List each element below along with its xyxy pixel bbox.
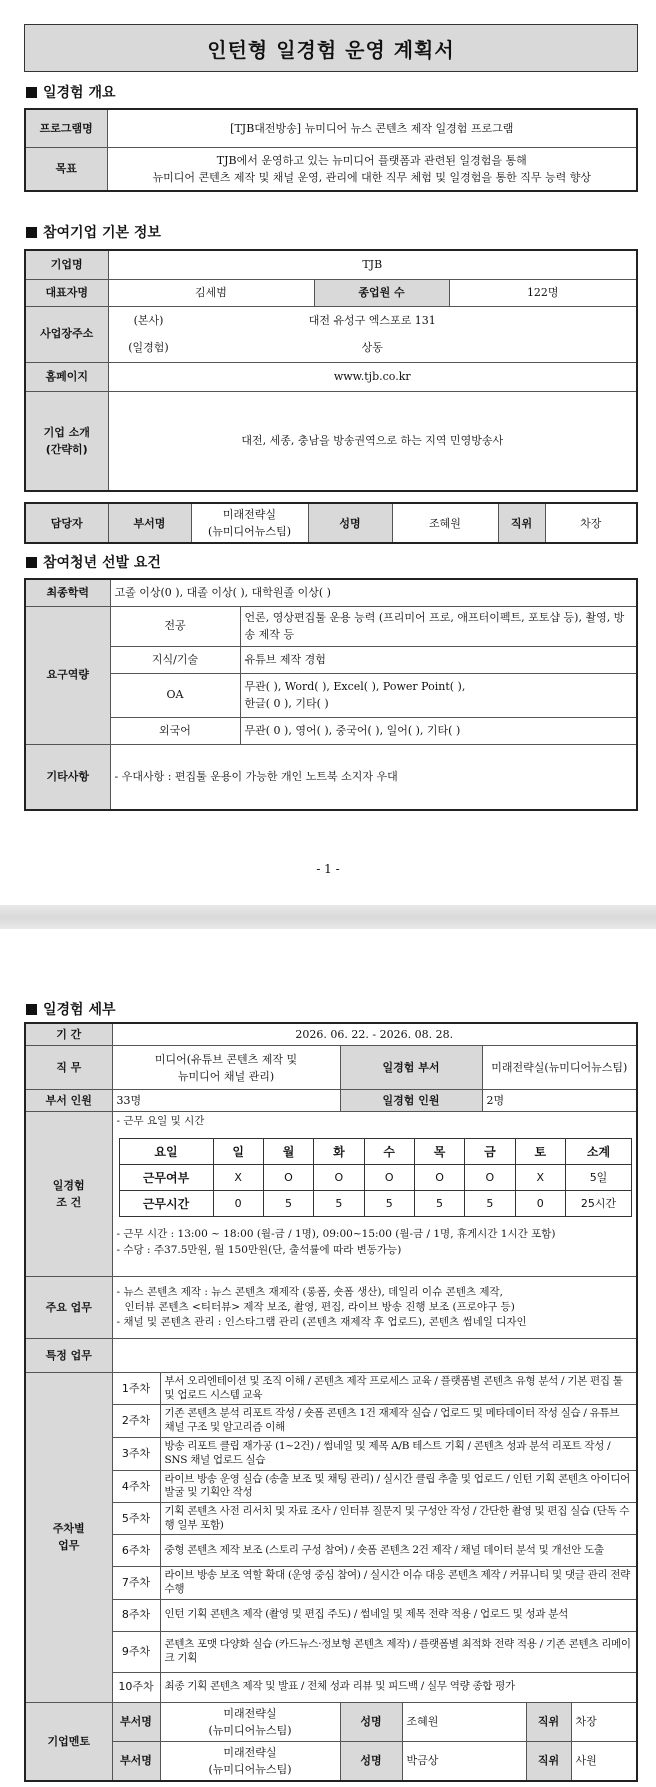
schedule-cell: X <box>213 1165 263 1191</box>
schedule-cell: 25시간 <box>566 1191 632 1217</box>
weekly-label-line: 업무 <box>58 1539 80 1553</box>
week-label: 6주차 <box>112 1535 160 1567</box>
schedule-table <box>119 1138 633 1217</box>
company-name-value: TJB <box>108 250 637 279</box>
week-label: 9주차 <box>112 1631 160 1672</box>
week-row <box>25 1672 637 1702</box>
requirements-table <box>24 578 638 811</box>
week-row <box>25 1470 637 1502</box>
conditions-note: - 수당 : 주37.5만원, 월 150만원(단, 출석률에 따라 변동가능) <box>116 1243 402 1256</box>
week-label: 10주차 <box>112 1672 160 1702</box>
week-task: 방송 리포트 클립 재가공 (1~2건) / 썸네일 및 제목 A/B 테스트 기획 / 콘텐츠 성과 분석 리포트 작성 / SNS 채널 업로드 실습 <box>160 1437 637 1470</box>
conditions-label <box>25 1112 112 1277</box>
mentor-dept-line: 미래전략실 <box>223 1745 277 1759</box>
mentor-dept-label: 부서명 <box>112 1702 160 1741</box>
duty-line: 뉴미디어 채널 관리) <box>177 1069 275 1083</box>
week-label: 5주차 <box>112 1502 160 1534</box>
section-heading-company <box>26 222 161 242</box>
contact-position-value: 차장 <box>545 503 637 543</box>
mentor-position-value: 차장 <box>571 1702 637 1741</box>
duty-label: 직 무 <box>25 1046 112 1090</box>
special-tasks-label: 특정 업무 <box>25 1339 112 1373</box>
schedule-cell: 5 <box>465 1191 515 1217</box>
competency-label: 요구역량 <box>25 606 110 744</box>
page-number: - 1 - <box>316 862 340 876</box>
main-task-line: - 뉴스 콘텐츠 제작 : 뉴스 콘텐츠 재제작 (롱폼, 숏폼 생산), 데일리 이슈 콘텐츠 제작, <box>116 1285 503 1298</box>
schedule-cell: 5 <box>364 1191 414 1217</box>
ceo-value: 김세범 <box>108 279 314 306</box>
week-task: 라이브 방송 보조 역할 확대 (운영 중심 참여) / 실시간 이슈 대응 콘텐츠 제작 / 커뮤니티 및 댓글 관리 전략 수행 <box>160 1567 637 1599</box>
intro-label <box>25 391 108 491</box>
schedule-row-workdays <box>119 1165 632 1191</box>
work-dept-label: 일경험 부서 <box>340 1046 482 1090</box>
week-label: 4주차 <box>112 1470 160 1502</box>
schedule-cell: 5 <box>414 1191 464 1217</box>
ceo-label: 대표자명 <box>25 279 108 306</box>
employees-value: 122명 <box>449 279 637 306</box>
period-value: 2026. 06. 22. - 2026. 08. 28. <box>112 1023 637 1046</box>
week-row <box>25 1535 637 1567</box>
section-heading-requirements <box>26 552 161 572</box>
main-tasks-label: 주요 업무 <box>25 1277 112 1339</box>
main-task-line: 인터뷰 콘텐츠 <티터뷰> 제작 보조, 촬영, 편집, 라이브 방송 진행 보조 (프로야구 등) <box>124 1300 515 1313</box>
mentor-label: 기업멘토 <box>25 1702 112 1781</box>
week-row <box>25 1599 637 1631</box>
mentor-row <box>25 1741 637 1781</box>
schedule-header-cell: 목 <box>414 1139 464 1165</box>
schedule-header-cell: 소계 <box>566 1139 632 1165</box>
homepage-label: 홈페이지 <box>25 362 108 391</box>
goal-line: 뉴미디어 콘텐츠 제작 및 채널 운영, 관리에 대한 직무 체험 및 일경험을 통한 직무 능력 향상 <box>152 170 591 184</box>
overview-table <box>24 108 638 192</box>
mentor-dept-line: (뉴미디어뉴스팀) <box>208 1723 292 1737</box>
schedule-cell: O <box>414 1165 464 1191</box>
schedule-cell: O <box>465 1165 515 1191</box>
main-task-line: - 채널 및 콘텐츠 관리 : 인스타그램 관리 (콘텐츠 재제작 후 업로드), 콘텐츠 썸네일 디자인 <box>116 1316 527 1329</box>
interns-value: 2명 <box>482 1090 637 1112</box>
employees-label: 종업원 수 <box>314 279 449 306</box>
schedule-cell: 0 <box>515 1191 565 1217</box>
mentor-position-label: 직위 <box>526 1741 571 1781</box>
oa-line: 무관( ), Word( ), Excel( ), Power Point( ), <box>244 679 466 693</box>
goal-label: 목표 <box>25 147 107 191</box>
contact-name-label: 성명 <box>308 503 392 543</box>
document-title: 인턴형 일경험 운영 계획서 <box>24 24 638 72</box>
major-label: 전공 <box>110 606 240 646</box>
week-row <box>25 1502 637 1534</box>
intro-label-line: 기업 소개 <box>43 425 90 439</box>
section-title: 참여청년 선발 요건 <box>43 555 161 571</box>
conditions-label-line: 일경험 <box>52 1179 85 1193</box>
oa-value <box>240 673 637 717</box>
week-row <box>25 1373 637 1405</box>
schedule-header-cell: 화 <box>314 1139 364 1165</box>
week-task: 중형 콘텐츠 제작 보조 (스토리 구성 참여) / 숏폼 콘텐츠 2건 제작 / 채널 데이터 분석 및 개선안 도출 <box>160 1535 637 1567</box>
week-task: 라이브 방송 운영 실습 (송출 보조 및 채팅 관리) / 실시간 클립 추출 및 업로드 / 인턴 기획 콘텐츠 아이디어 발굴 및 기획안 작성 <box>160 1470 637 1502</box>
conditions-intro: - 근무 요일 및 시간 <box>116 1115 205 1128</box>
square-bullet-icon <box>26 87 37 98</box>
conditions-value <box>112 1112 637 1277</box>
week-row <box>25 1567 637 1599</box>
language-label: 외국어 <box>110 717 240 744</box>
week-task: 기존 콘텐츠 분석 리포트 작성 / 숏폼 콘텐츠 1건 재제작 실습 / 업로드 및 메타데이터 작성 실습 / 유튜브 채널 구조 및 알고리즘 이해 <box>160 1405 637 1437</box>
week-label: 1주차 <box>112 1373 160 1405</box>
conditions-note: - 근무 시간 : 13:00 ~ 18:00 (월-금 / 1명), 09:00~15:00 (월-금 / 1명, 휴게시간 1시간 포함) <box>116 1228 556 1241</box>
week-task: 콘텐츠 포맷 다양화 실습 (카드뉴스·정보형 콘텐츠 제작) / 플랫폼별 최적화 전략 적용 / 기존 콘텐츠 리메이크 기획 <box>160 1631 637 1672</box>
dept-line: 미래전략실 <box>222 508 277 521</box>
mentor-dept-line: (뉴미디어뉴스팀) <box>208 1762 292 1776</box>
staff-value: 33명 <box>112 1090 340 1112</box>
contact-label: 담당자 <box>25 503 108 543</box>
square-bullet-icon <box>26 1004 37 1015</box>
week-label: 3주차 <box>112 1437 160 1470</box>
mentor-row <box>25 1702 637 1741</box>
education-value: 고졸 이상(0 ), 대졸 이상( ), 대학원졸 이상( ) <box>110 579 637 606</box>
schedule-header-cell: 요일 <box>119 1139 213 1165</box>
page-2 <box>0 929 656 1787</box>
contact-position-label: 직위 <box>498 503 545 543</box>
week-task: 부서 오리엔테이션 및 조직 이해 / 콘텐츠 제작 프로세스 교육 / 플랫폼별 콘텐츠 유형 분석 / 기본 편집 툴 및 업로드 시스템 교육 <box>160 1373 637 1405</box>
schedule-header-cell: 토 <box>515 1139 565 1165</box>
schedule-cell: 0 <box>213 1191 263 1217</box>
contact-dept-value <box>191 503 308 543</box>
schedule-row-hours <box>119 1191 632 1217</box>
intro-label-line: (간략히) <box>45 442 88 456</box>
mentors <box>25 1702 637 1781</box>
hq-address: 대전 유성구 엑스포로 131 <box>308 313 436 327</box>
week-task: 기획 콘텐츠 사전 리서치 및 자료 조사 / 인터뷰 질문지 및 구성안 작성 / 간단한 촬영 및 편집 실습 (단독 수행 일부 포함) <box>160 1502 637 1534</box>
week-task: 인턴 기획 콘텐츠 제작 (촬영 및 편집 주도) / 썸네일 및 제목 전략 적용 / 업로드 및 성과 분석 <box>160 1599 637 1631</box>
intro-value: 대전, 세종, 충남을 방송권역으로 하는 지역 민영방송사 <box>108 391 637 491</box>
week-label: 7주차 <box>112 1567 160 1599</box>
goal-line: TJB에서 운영하고 있는 뉴미디어 플랫폼과 관련된 일경험을 통해 <box>216 153 527 167</box>
schedule-header-cell: 금 <box>465 1139 515 1165</box>
contact-table <box>24 502 638 544</box>
mentor-dept-value <box>160 1741 340 1781</box>
mentor-dept-line: 미래전략실 <box>223 1706 277 1720</box>
section-title: 일경험 세부 <box>43 1002 116 1018</box>
work-dept-value: 미래전략실(뉴미디어뉴스팀) <box>482 1046 637 1090</box>
staff-label: 부서 인원 <box>25 1090 112 1112</box>
homepage-value: www.tjb.co.kr <box>108 362 637 391</box>
special-tasks-value <box>112 1339 637 1373</box>
company-name-label: 기업명 <box>25 250 108 279</box>
duty-line: 미디어(유튜브 콘텐츠 제작 및 <box>154 1052 298 1066</box>
dept-line: (뉴미디어뉴스팀) <box>208 525 291 539</box>
contact-dept-label: 부서명 <box>108 503 191 543</box>
mentor-position-label: 직위 <box>526 1702 571 1741</box>
schedule-cell: O <box>263 1165 313 1191</box>
mentor-dept-value <box>160 1702 340 1741</box>
skill-label: 지식/기술 <box>110 646 240 673</box>
mentor-name-value: 조혜원 <box>402 1702 526 1741</box>
address-value <box>108 306 637 362</box>
mentor-name-label: 성명 <box>340 1702 402 1741</box>
weekly-label-line: 주차별 <box>52 1522 85 1536</box>
schedule-cell: X <box>515 1165 565 1191</box>
contact-name-value: 조혜원 <box>392 503 498 543</box>
schedule-header-cell: 수 <box>364 1139 414 1165</box>
weekly-label <box>25 1373 112 1702</box>
program-value: [TJB대전방송] 뉴미디어 뉴스 콘텐츠 제작 일경험 프로그램 <box>107 109 637 147</box>
skill-value: 유튜브 제작 경험 <box>240 646 637 673</box>
interns-label: 일경험 인원 <box>340 1090 482 1112</box>
site-label: (일경험) <box>128 340 169 354</box>
section-title: 일경험 개요 <box>43 85 116 101</box>
mentor-dept-label: 부서명 <box>112 1741 160 1781</box>
schedule-cell: O <box>364 1165 414 1191</box>
mentor-name-value: 박금상 <box>402 1741 526 1781</box>
week-row <box>25 1631 637 1672</box>
mentor-position-value: 사원 <box>571 1741 637 1781</box>
section-heading-overview <box>26 82 116 102</box>
schedule-row-label: 근무여부 <box>119 1165 213 1191</box>
oa-label: OA <box>110 673 240 717</box>
address-label: 사업장주소 <box>25 306 108 362</box>
week-label: 8주차 <box>112 1599 160 1631</box>
weekly-tasks <box>25 1373 637 1702</box>
schedule-row-label: 근무시간 <box>119 1191 213 1217</box>
square-bullet-icon <box>26 227 37 238</box>
section-title: 참여기업 기본 정보 <box>43 225 161 241</box>
schedule-header-cell: 월 <box>263 1139 313 1165</box>
week-row <box>25 1405 637 1437</box>
detail-table <box>24 1022 638 1782</box>
week-label: 2주차 <box>112 1405 160 1437</box>
schedule-header-cell: 일 <box>213 1139 263 1165</box>
schedule-cell: 5일 <box>566 1165 632 1191</box>
language-value: 무관( 0 ), 영어( ), 중국어( ), 일어( ), 기타( ) <box>240 717 637 744</box>
program-label: 프로그램명 <box>25 109 107 147</box>
week-row <box>25 1437 637 1470</box>
company-table <box>24 249 638 492</box>
page-separator <box>0 905 656 929</box>
etc-label: 기타사항 <box>25 744 110 810</box>
schedule-cell: 5 <box>314 1191 364 1217</box>
square-bullet-icon <box>26 557 37 568</box>
schedule-cell: 5 <box>263 1191 313 1217</box>
site-address: 상동 <box>361 340 383 354</box>
section-heading-detail <box>26 999 116 1019</box>
goal-value <box>107 147 637 191</box>
hq-label: (본사) <box>133 313 164 327</box>
major-value: 언론, 영상편집툴 운용 능력 (프리미어 프로, 애프터이펙트, 포토샵 등), 촬영, 방송 제작 등 <box>240 606 637 646</box>
education-label: 최종학력 <box>25 579 110 606</box>
etc-value: - 우대사항 : 편집툴 운용이 가능한 개인 노트북 소지자 우대 <box>110 744 637 810</box>
main-tasks-value <box>112 1277 637 1339</box>
oa-line: 한글( 0 ), 기타( ) <box>244 697 329 710</box>
conditions-label-line: 조 건 <box>56 1196 82 1210</box>
mentor-name-label: 성명 <box>340 1741 402 1781</box>
schedule-cell: O <box>314 1165 364 1191</box>
week-task: 최종 기획 콘텐츠 제작 및 발표 / 전체 성과 리뷰 및 피드백 / 실무 역량 종합 평가 <box>160 1672 637 1702</box>
duty-value <box>112 1046 340 1090</box>
period-label: 기 간 <box>25 1023 112 1046</box>
schedule-header-row <box>119 1139 632 1165</box>
